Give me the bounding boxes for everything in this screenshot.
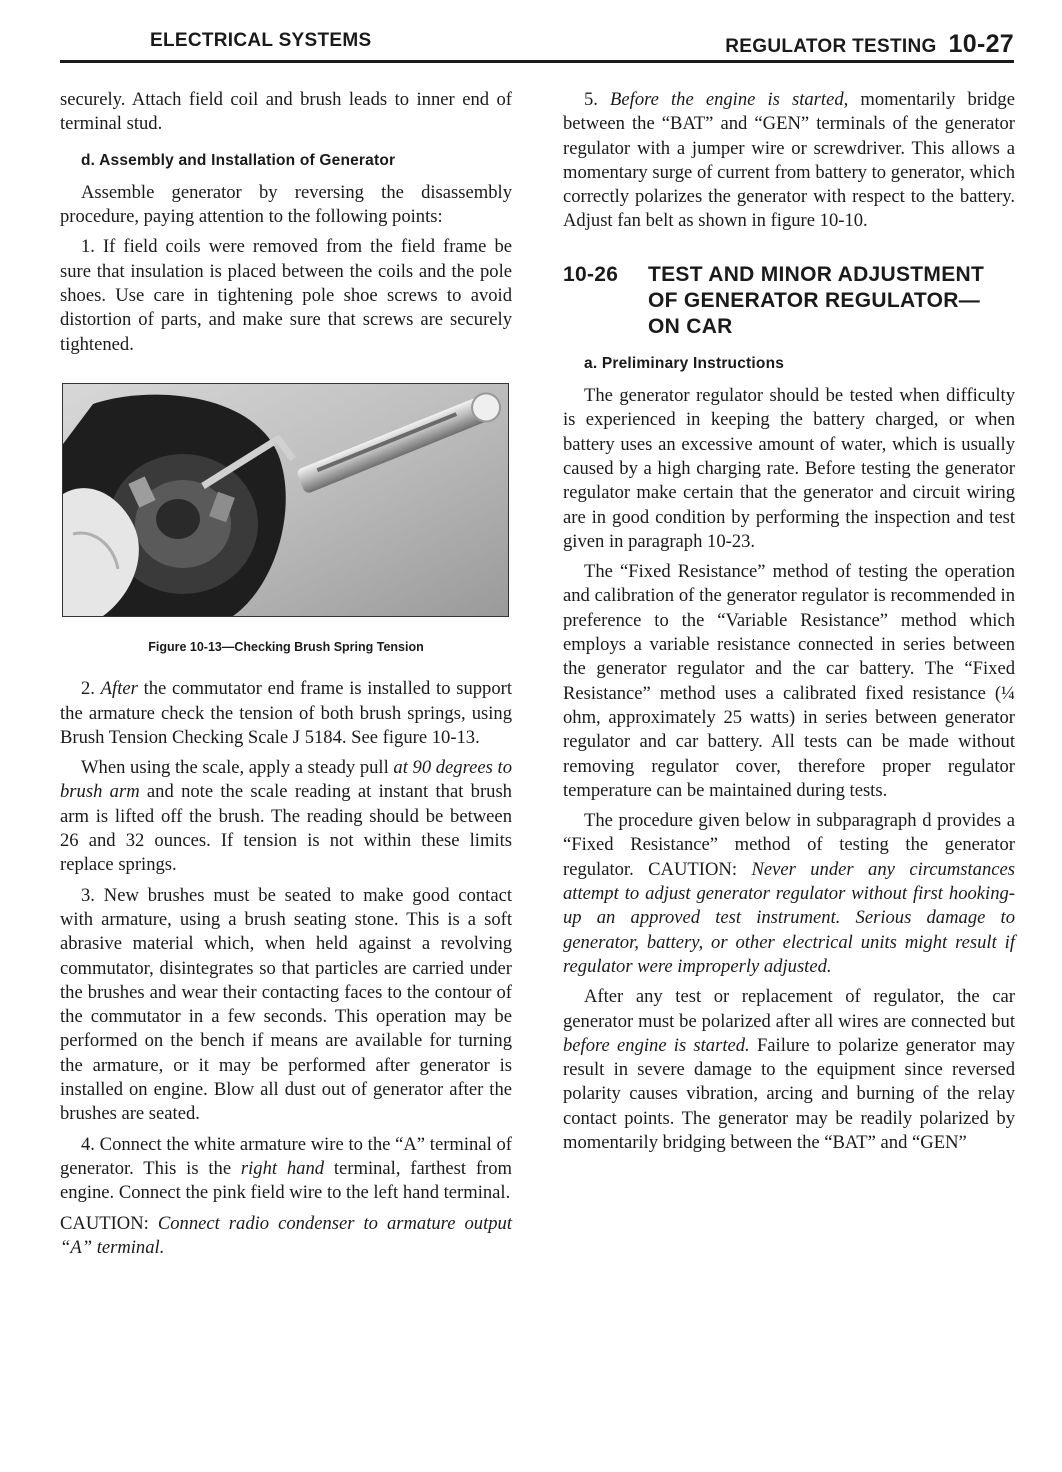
paragraph-continued: securely. Attach field coil and brush leads to inner end of terminal stud. — [60, 89, 512, 135]
step-5-text: momentarily bridge between the “BAT” and “GEN” terminals of the generator regulator with a jumper wire or screwdriver. This allows a momentary surge of current from battery to generator, which correctly polarizes the generator with respect to the battery. Adjust fan belt as shown in figure 10-10. — [563, 89, 1015, 232]
subheading-preliminary: a. Preliminary Instructions — [584, 354, 785, 372]
section-number: 10-26 — [563, 262, 619, 286]
figure-10-13-photo — [62, 383, 509, 617]
scale-emphasis: at 90 degrees to brush arm — [60, 757, 513, 803]
paragraph-polarize — [563, 985, 1015, 1155]
brush-tension-photo — [63, 384, 508, 616]
step-5-number: 5. — [584, 89, 598, 110]
paragraph-step-5 — [563, 88, 1015, 234]
paragraph-step-4 — [60, 1133, 512, 1206]
paragraph-scale-usage — [60, 756, 512, 877]
paragraph-step-3: 3. New brushes must be seated to make good contact with armature, using a brush seating stone. This is a soft abrasive material which, when held against a revolving commutator, disintegrates so that particles are carried under the brushes and wear their contacting faces to the contour of the commutator in a few seconds. This operation may be performed on the bench if means are available for turning the armature, or it may be performed after generator is installed on engine. Blow all dust out of generator after the brushes are seated. — [60, 884, 512, 1125]
figure-caption: Figure 10-13—Checking Brush Spring Tension — [148, 639, 424, 654]
paragraph-procedure — [563, 809, 1015, 979]
step-4-emphasis: right hand — [240, 1157, 325, 1179]
procedure-text: The procedure given below in subparagraph d provides a “Fixed Resistance” method of testing the generator regulator. CAUTION: — [563, 810, 1015, 880]
subheading-assembly: d. Assembly and Installation of Generator — [81, 151, 396, 169]
paragraph-assemble: Assemble generator by reversing the disassembly procedure, paying attention to the following points: — [60, 181, 512, 228]
scale-text-a: When using the scale, apply a steady pull — [81, 757, 389, 779]
polarize-text-b: Failure to polarize generator may result in severe damage to the equipment since reversed polarity causes vibration, arcing and burning of the relay contact points. The generator may be readily polarized by momentarily bridging between the “BAT” and “GEN” — [563, 1034, 1015, 1153]
paragraph-caution — [60, 1212, 512, 1261]
caution-text: Connect radio condenser to armature output “A” terminal. — [60, 1212, 512, 1258]
left-column — [60, 88, 512, 1266]
section-title: TEST AND MINOR ADJUSTMENT OF GENERATOR REGULATOR— ON CAR — [648, 262, 985, 338]
paragraph-step-1: 1. If field coils were removed from the field frame be sure that insulation is placed between the coils and the pole shoes. Use care in tightening pole shoe screws to avoid distortion of parts, and make sure that screws are securely tightened. — [60, 236, 512, 355]
polarize-emphasis: before engine is started. — [563, 1034, 750, 1056]
scale-text-b: and note the scale reading at instant that brush arm is lifted off the brush. The reading should be between 26 and 32 ounces. If tension is not within these limits replace springs. — [60, 781, 512, 876]
step-5-emphasis: Before the engine is started, — [610, 89, 849, 110]
paragraph-fixed-resistance: The “Fixed Resistance” method of testing the operation and calibration of the generator regulator is recommended in preference to the “Variable Resistance” method which employs a variable resistance connected in series between the generator regulator and the car battery. The “Fixed Resistance” method uses a calibrated fixed resistance (¼ ohm, approximately 25 watts) in series between generator regulator and car battery. All tests can be made without removing regulator cover, therefore proper regulator temperature can be maintained during tests. — [563, 561, 1015, 801]
running-header-left: ELECTRICAL SYSTEMS — [150, 30, 372, 51]
step-4-text-b: terminal, farthest from engine. Connect the pink field wire to the left hand terminal. — [60, 1157, 512, 1204]
page-number: 10-27 — [948, 30, 1014, 58]
step-2-number: 2. — [81, 678, 95, 700]
paragraph-preliminary: The generator regulator should be tested when difficulty is experienced in keeping the battery charged, or when battery uses an excessive amount of water, which is usually caused by a high charging rate. Before testing the generator regulator make certain that the generator and circuit wiring are in good condition by performing the inspection and test given in paragraph 10-23. — [563, 385, 1015, 552]
caution-label: CAUTION: — [60, 1212, 149, 1234]
step-2-emphasis: After — [100, 678, 138, 700]
header-rule — [60, 60, 1014, 63]
right-column — [563, 88, 1015, 1161]
running-header-title: REGULATOR TESTING — [725, 36, 937, 57]
procedure-caution: Never under any circumstances attempt to adjust generator regulator without first hooking-up an approved test instrument. Serious damage to generator, battery, or other electrical units might result if regulator were improperly adjusted. — [563, 858, 1016, 977]
step-4-text-a: 4. Connect the white armature wire to the “A” terminal of generator. This is the — [60, 1133, 512, 1179]
running-header-right — [725, 30, 1014, 60]
section-heading — [563, 262, 1015, 340]
step-2-text: the commutator end frame is installed to support the armature check the tension of both brush springs, using Brush Tension Checking Scale J 5184. See figure 10-13. — [60, 678, 512, 748]
polarize-text-a: After any test or replacement of regulator, the car generator must be polarized after all wires are connected but — [563, 986, 1015, 1032]
paragraph-step-2 — [60, 677, 512, 750]
